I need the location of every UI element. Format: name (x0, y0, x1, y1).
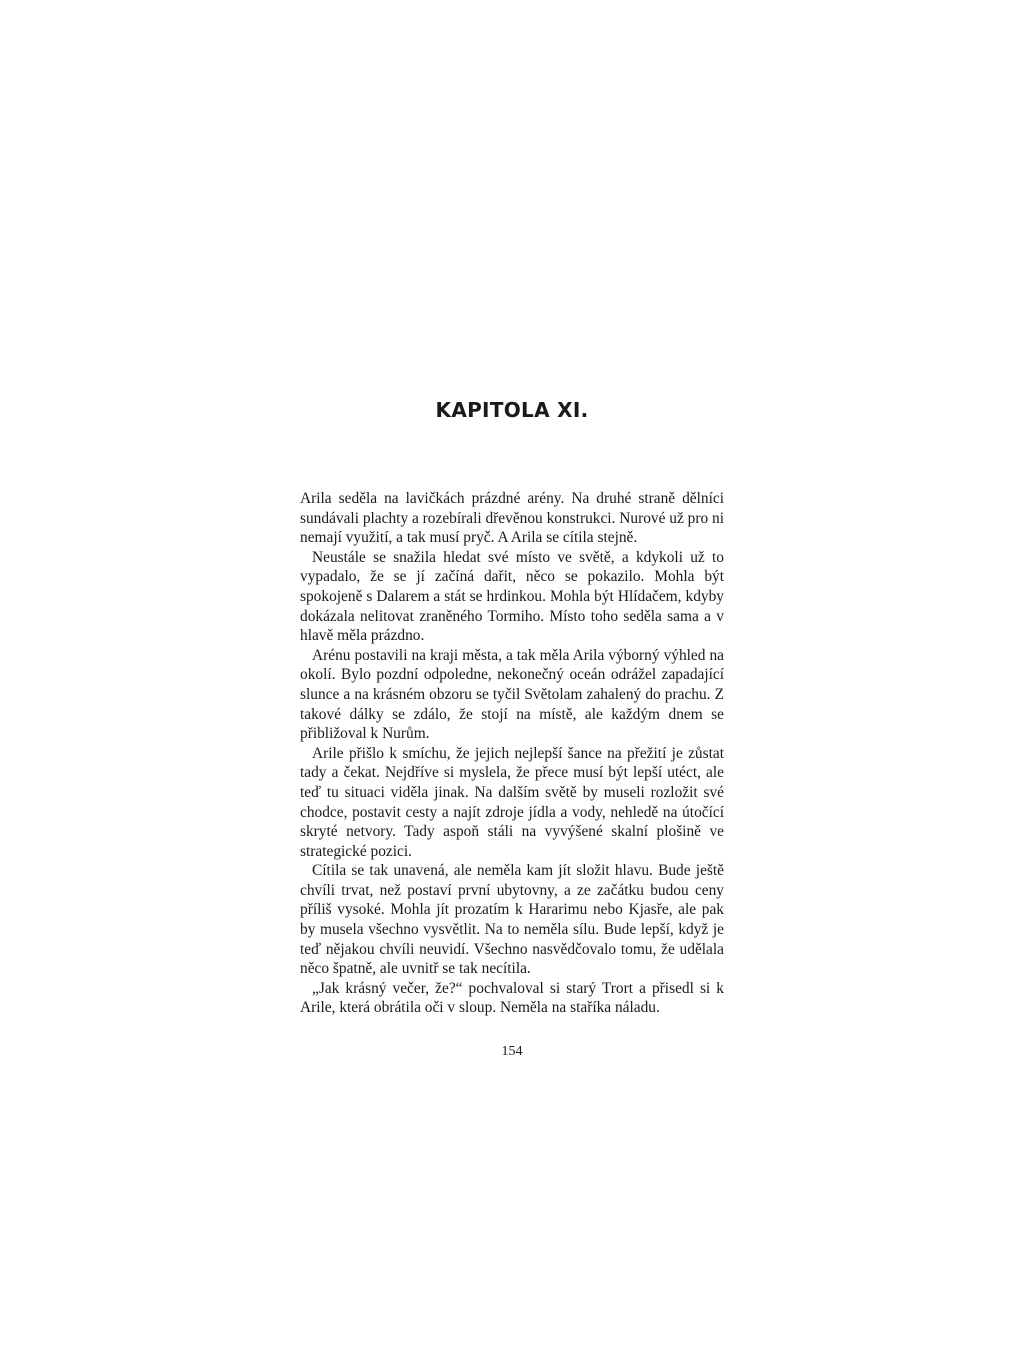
paragraph-6: „Jak krásný večer, že?“ pochvaloval si starý Trort a přisedl si k Arile, která obrátila oči v sloup. Neměla na staříka náladu. (300, 979, 724, 1017)
paragraph-3: Arénu postavili na kraji města, a tak měla Arila výborný výhled na okolí. Bylo pozdní odpoledne, nekonečný oceán odrážel zapadající slunce a na krásném obzoru se tyčil Světolam zahalený do prachu. Z takové dálky se zdálo, že stojí na místě, ale každým dnem se přibližoval k Nurům. (300, 646, 724, 743)
paragraph-5: Cítila se tak unavená, ale neměla kam jít složit hlavu. Bude ještě chvíli trvat, než postaví první ubytovny, a ze začátku budou ceny příliš vysoké. Mohla jít prozatím k Hararimu nebo Kjasře, ale pak by musela všechno vysvětlit. Na to neměla sílu. Bude lepší, když je teď nějakou chvíli neuvidí. Všechno nasvědčovalo tomu, že udělala něco špatně, ale uvnitř se tak necítila. (300, 862, 724, 978)
paragraph-2: Neustále se snažila hledat své místo ve světě, a kdykoli už to vypadalo, že se jí začíná dařit, něco se pokazilo. Mohla být spokojeně s Dalarem a stát se hrdinkou. Mohla být Hlídačem, kdyby dokázala nelitovat zraněného Tormiho. Místo toho seděla sama a v hlavě měla prázdno. (300, 548, 724, 645)
paragraph-1: Arila seděla na lavičkách prázdné arény. Na druhé straně dělníci sundávali plachty a rozebírali dřevěnou konstrukci. Nurové už pro ni nemají využití, a tak musí pryč. A Arila se cítila stejně. (300, 490, 724, 547)
paragraph-4: Arile přišlo k smíchu, že jejich nejlepší šance na přežití je zůstat tady a čekat. Nejdříve si myslela, že přece musí být lepší utéct, ale teď tu situaci viděla jinak. Na dalším světě by museli rozložit své chodce, postavit cesty a najít zdroje jídla a vody, nehledě na útočící skryté netvory. Tady aspoň stáli na vyvýšené skalní plošině ve strategické pozici. (300, 744, 724, 860)
body-text (300, 489, 724, 1018)
chapter-title: KAPITOLA XI. (435, 398, 589, 422)
page-number: 154 (501, 1044, 523, 1059)
